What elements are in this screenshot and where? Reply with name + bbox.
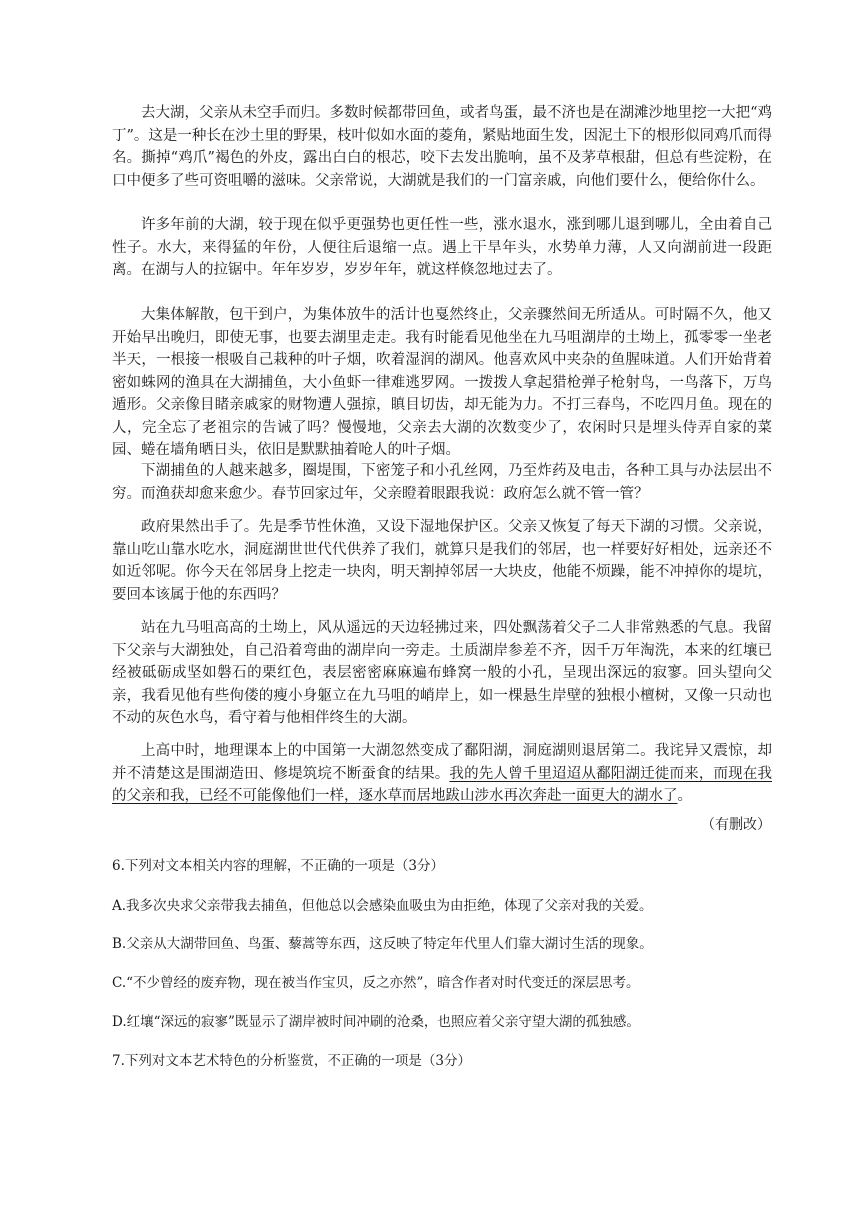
option-d: D.红壤“深远的寂寥”既显示了湖岸被时间冲刷的沧桑，也照应着父亲守望大湖的孤独感。	[112, 1014, 640, 1030]
paragraph-6: 站在九马咀高高的土坳上，风从遥远的天边轻拂过来，四处飘荡着父子二人非常熟悉的气息。我留下父亲与大湖独处，自己沿着弯曲的湖岸向一旁走。土质湖岸参差不齐，因千万年淘洗，本来的红壤已经被砥砺成坚如磐石的栗红色，表层密密麻麻遍布蜂窝一般的小孔，呈现出深远的寂寥。回头望向父亲，我看见他有些佝偻的瘦小身躯立在九马咀的峭岸上，如一棵悬生岸壁的独根小檀树，又像一只动也不动的灰色水鸟，看守着与他相伴终生的大湖。	[112, 620, 772, 726]
option-a: A.我多次央求父亲带我去捕鱼，但他总以会感染血吸虫为由拒绝，体现了父亲对我的关爱。	[112, 898, 653, 914]
paragraph-4: 下湖捕鱼的人越来越多，圈堤围，下密笼子和小孔丝网，乃至炸药及电击，各种工具与办法层出不穷。而渔获却愈来愈少。春节回家过年，父亲瞪着眼跟我说：政府怎么就不管一管？	[112, 463, 772, 502]
question-7: 7.下列对文本艺术特色的分析鉴赏，不正确的一项是（3分）	[112, 1053, 471, 1069]
option-b: B.父亲从大湖带回鱼、鸟蛋、藜蒿等东西，这反映了特定年代里人们靠大湖讨生活的现象。	[112, 936, 653, 952]
edit-note: （有删改）	[701, 817, 771, 833]
paragraph-7	[112, 740, 772, 808]
paragraph-3: 大集体解散，包干到户，为集体放牛的活计也戛然终止，父亲骤然间无所适从。可时隔不久，他又开始早出晚归，即使无事，也要去湖里走走。我有时能看见他坐在九马咀湖岸的土坳上，孤零零一坐老半天，一根接一根吸自己栽种的叶子烟，吹着湿润的湖风。他喜欢风中夹杂的鱼腥味道。人们开始背着密如蛛网的渔具在大湖捕鱼，大小鱼虾一律难逃罗网。一拨拨人拿起猎枪弹子枪射鸟，一鸟落下，万鸟遁形。父亲像目睹亲戚家的财物遭人强掠，瞋目切齿，却无能为力。不打三春鸟，不吃四月鱼。现在的人，完全忘了老祖宗的告诫了吗？慢慢地，父亲去大湖的次数变少了，农闲时只是埋头侍弄自家的菜园、蜷在墙角晒日头，依旧是默默抽着呛人的叶子烟。	[112, 307, 772, 458]
paragraph-1: 去大湖，父亲从未空手而归。多数时候都带回鱼，或者鸟蛋，最不济也是在湖滩沙地里挖一大把“鸡丁”。这是一种长在沙土里的野果，枝叶似如水面的菱角，紧贴地面生发，因泥土下的根形似同鸡爪而得名。撕掉“鸡爪”褐色的外皮，露出白白的根芯，咬下去发出脆响，虽不及茅草根甜，但总有些淀粉，在口中便多了些可资咀嚼的滋味。父亲常说，大湖就是我们的一门富亲戚，向他们要什么，便给你什么。	[112, 105, 772, 189]
paragraph-2: 许多年前的大湖，较于现在似乎更强势也更任性一些，涨水退水，涨到哪儿退到哪儿，全由着自己性子。水大，来得猛的年份，人便往后退缩一点。遇上干旱年头，水势单力薄，人又向湖前进一段距离。在湖与人的拉锯中。年年岁岁，岁岁年年，就这样倏忽地过去了。	[112, 217, 772, 278]
option-c: C.“不少曾经的废弃物，现在被当作宝贝，反之亦然”，暗含作者对时代变迁的深层思考。	[112, 975, 640, 991]
paragraph-7-text: 上高中时，地理课本上的中国第一大湖忽然变成了鄱阳湖，洞庭湖则退居第二。我诧异又震惊，却并不清楚这是围湖造田、修堤筑垸不断蚕食的结果。	[112, 743, 772, 782]
paragraph-5: 政府果然出手了。先是季节性休渔，又设下湿地保护区。父亲又恢复了每天下湖的习惯。父亲说，靠山吃山靠水吃水，洞庭湖世世代代供养了我们，就算只是我们的邻居，也一样要好好相处，远亲还不如近邻呢。你今天在邻居身上挖走一块肉，明天割掉邻居一大块皮，他能不烦躁，能不冲掉你的堤坑，要回本该属于他的东西吗？	[112, 519, 772, 603]
question-6: 6.下列对文本相关内容的理解，不正确的一项是（3分）	[112, 858, 444, 874]
paragraph-7-end: 。	[677, 788, 692, 804]
underlined-sentence: 我的先人曾千里迢迢从鄱阳湖迁徙而来，而现在我的父亲和我，已经不可能像他们一样，逐水草而居地跋山涉水再次奔赴一面更大的湖水了	[112, 765, 772, 804]
